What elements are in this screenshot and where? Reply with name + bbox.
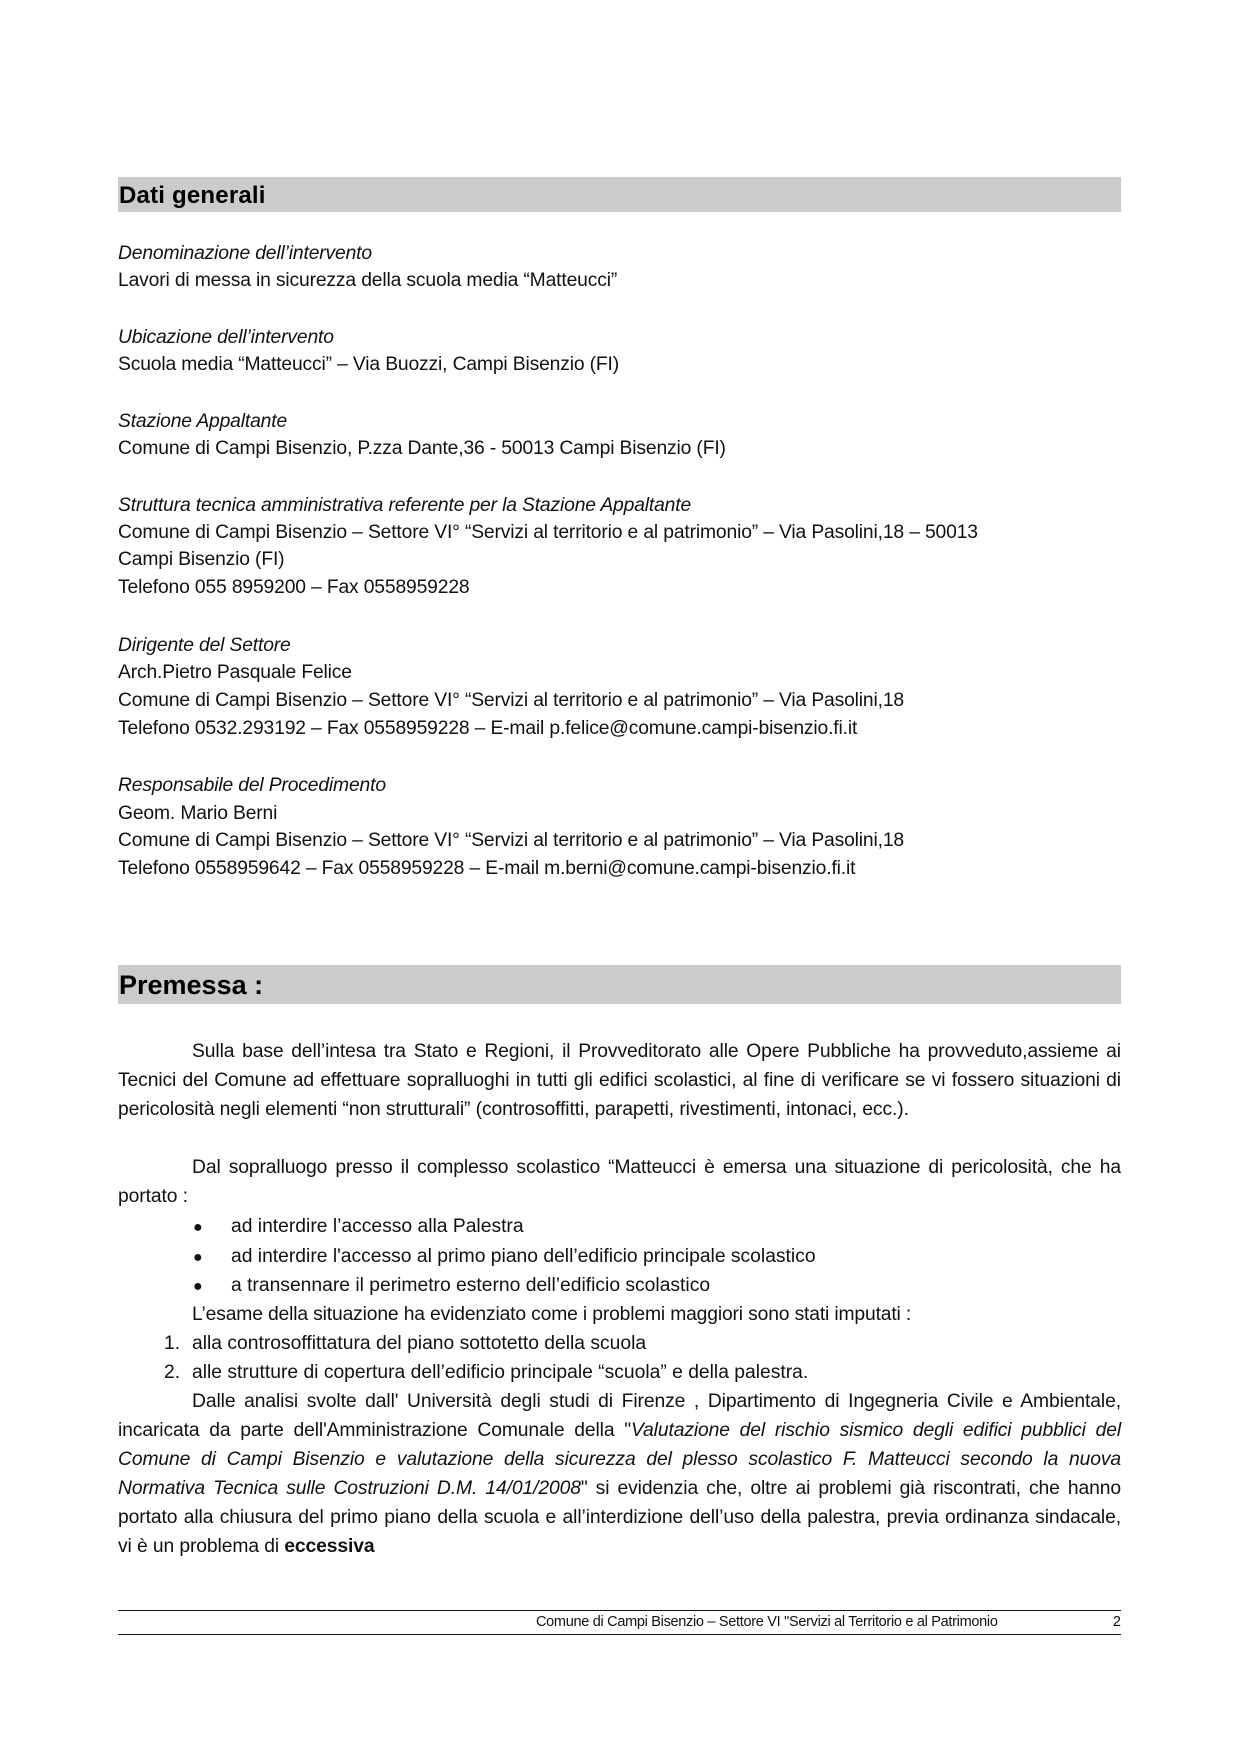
field-value-ubicazione: Scuola media “Matteucci” – Via Buozzi, Campi Bisenzio (FI) bbox=[118, 354, 620, 375]
bullet-item bbox=[193, 1242, 816, 1272]
bullet-item bbox=[193, 1271, 710, 1301]
field-value-stazione: Comune di Campi Bisenzio, P.zza Dante,36 - 50013 Campi Bisenzio (FI) bbox=[118, 438, 726, 459]
field-label-struttura: Struttura tecnica amministrativa referente per la Stazione Appaltante bbox=[118, 495, 692, 516]
field-value-dirigente-line: Telefono 0532.293192 – Fax 0558959228 – E-mail p.felice@comune.campi-bisenzio.fi.it bbox=[118, 718, 858, 739]
field-value-responsabile-line: Telefono 0558959642 – Fax 0558959228 – E-mail m.berni@comune.campi-bisenzio.fi.it bbox=[118, 858, 856, 879]
footer-divider-bottom bbox=[118, 1634, 1121, 1635]
field-value-struttura-line: Telefono 055 8959200 – Fax 0558959228 bbox=[118, 577, 470, 598]
section-heading-dati-generali: Dati generali bbox=[118, 177, 1121, 212]
paragraph-esame: L’esame della situazione ha evidenziato come i problemi maggiori sono stati imputati : bbox=[192, 1304, 912, 1325]
paragraph-text: Sulla base dell’intesa tra Stato e Regioni, il Provveditorato alle Opere Pubbliche ha provveduto,assieme ai Tecnici del Comune ad effettuare sopralluoghi in tutti gli edifici scolastici, al fine di verificare se vi fossero situazioni di pericolosità negli elementi “non strutturali” (controsoffitti, parapetti, rivestimenti, intonaci, ecc.). bbox=[118, 1041, 1121, 1120]
footer-text: Comune di Campi Bisenzio – Settore VI "Servizi al Territorio e al Patrimonio bbox=[536, 1614, 998, 1630]
paragraph-sopralluogo bbox=[118, 1153, 1121, 1211]
footer-divider-top bbox=[118, 1610, 1121, 1611]
field-label-denominazione: Denominazione dell’intervento bbox=[118, 243, 372, 264]
paragraph-intesa bbox=[118, 1037, 1121, 1124]
item-text: alla controsoffittatura del piano sottotetto della scuola bbox=[192, 1333, 647, 1354]
item-number: 1. bbox=[164, 1333, 181, 1354]
numbered-item bbox=[164, 1358, 808, 1387]
field-label-stazione: Stazione Appaltante bbox=[118, 411, 288, 432]
paragraph-text: Dalle analisi svolte dall' Università degli studi di Firenze , Dipartimento di Ingegneria Civile e Ambientale, incaricata da parte dell'Amministrazione Comunale della " bbox=[118, 1391, 1121, 1441]
paragraph-text: Dal sopralluogo presso il complesso scolastico “Matteucci è emersa una situazione di pericolosità, che ha portato : bbox=[118, 1157, 1121, 1207]
field-value-responsabile-line: Comune di Campi Bisenzio – Settore VI° “Servizi al territorio e al patrimonio” – Via Pasolini,18 bbox=[118, 830, 904, 851]
numbered-item bbox=[164, 1329, 646, 1358]
field-value-responsabile-line: Geom. Mario Berni bbox=[118, 803, 278, 824]
field-value-dirigente-line: Comune di Campi Bisenzio – Settore VI° “Servizi al territorio e al patrimonio” – Via Pasolini,18 bbox=[118, 690, 904, 711]
emphasis-text: eccessiva bbox=[284, 1536, 375, 1557]
field-label-dirigente: Dirigente del Settore bbox=[118, 635, 291, 656]
study-title: Valutazione del rischio sismico degli edifici pubblici del Comune di Campi Bisenzio e valutazione della sicurezza del plesso scolastico F. Matteucci secondo la nuova Normativa Tecnica sulle Costruzioni D.M. 14/01/2008 bbox=[118, 1420, 1122, 1499]
field-value-dirigente-line: Arch.Pietro Pasquale Felice bbox=[118, 662, 352, 683]
field-value-struttura-line: Campi Bisenzio (FI) bbox=[118, 549, 285, 570]
field-label-ubicazione: Ubicazione dell’intervento bbox=[118, 327, 334, 348]
paragraph-text: " si evidenzia che, oltre ai problemi già riscontrati, che hanno portato alla chiusura del primo piano della scuola e all’interdizione dell’uso della palestra, previa ordinanza sindacale, vi è un problema di bbox=[118, 1478, 1121, 1557]
bullet-icon: ● bbox=[193, 1278, 203, 1295]
field-value-denominazione: Lavori di messa in sicurezza della scuola media “Matteucci” bbox=[118, 270, 618, 291]
field-label-responsabile: Responsabile del Procedimento bbox=[118, 775, 386, 796]
bullet-text: a transennare il perimetro esterno dell’edificio scolastico bbox=[231, 1275, 711, 1296]
section-heading-premessa: Premessa : bbox=[118, 965, 1121, 1004]
item-text: alle strutture di copertura dell’edificio principale “scuola” e della palestra. bbox=[192, 1362, 809, 1383]
page-number: 2 bbox=[1112, 1614, 1121, 1630]
bullet-item bbox=[193, 1212, 524, 1242]
bullet-icon: ● bbox=[193, 1249, 203, 1266]
field-value-struttura-line: Comune di Campi Bisenzio – Settore VI° “Servizi al territorio e al patrimonio” – Via Pasolini,18 – 50013 bbox=[118, 522, 978, 543]
bullet-text: ad interdire l'accesso al primo piano dell’edificio principale scolastico bbox=[231, 1246, 816, 1267]
bullet-text: ad interdire l’accesso alla Palestra bbox=[231, 1216, 524, 1237]
bullet-icon: ● bbox=[193, 1219, 203, 1236]
paragraph-analisi bbox=[118, 1387, 1121, 1561]
item-number: 2. bbox=[164, 1362, 181, 1383]
